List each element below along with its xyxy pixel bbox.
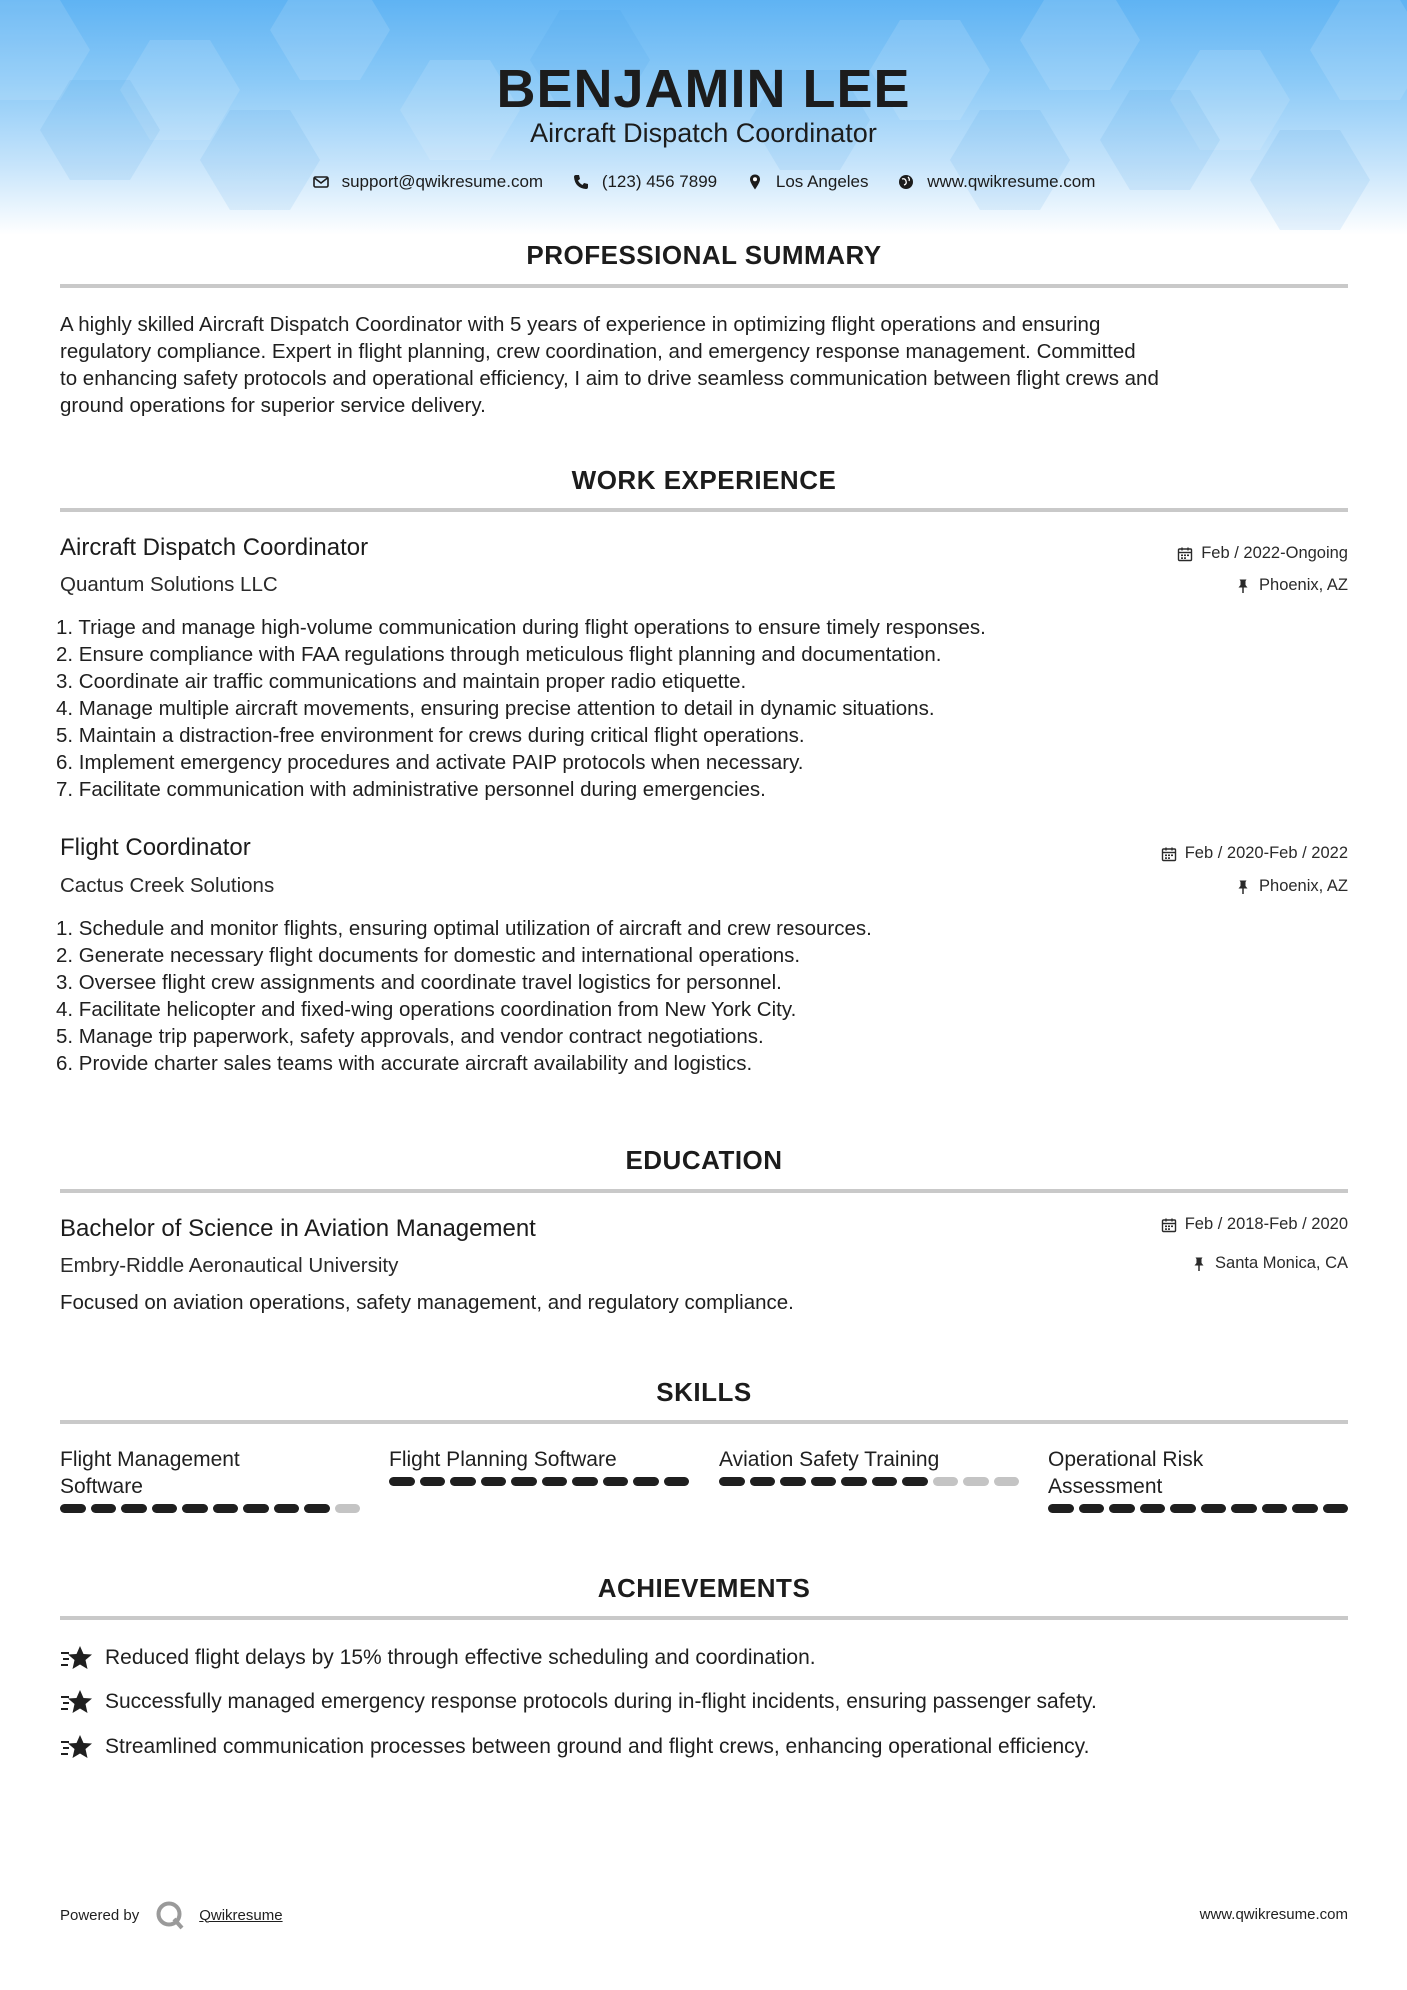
skill-level-bar (389, 1477, 689, 1486)
list-item: 3. Oversee flight crew assignments and coordinate travel logistics for personnel. (56, 971, 782, 994)
pushpin-icon (1191, 1256, 1207, 1272)
summary-text (60, 311, 1350, 419)
job-location (1235, 576, 1348, 595)
skill-segment-filled (213, 1504, 239, 1513)
envelope-icon (312, 173, 330, 191)
list-item: 1. Triage and manage high-volume communication during flight operations to ensure timely responses. (56, 616, 986, 639)
skill-segment-empty (933, 1477, 959, 1486)
skill-segment-filled (304, 1504, 330, 1513)
achievements-divider (60, 1616, 1348, 1620)
skill-level-bar (719, 1477, 1019, 1486)
list-item: 6. Implement emergency procedures and activate PAIP protocols when necessary. (56, 751, 804, 774)
skills-divider (60, 1420, 1348, 1424)
skill-name-line: Aviation Safety Training (719, 1448, 940, 1471)
globe-icon (897, 173, 915, 191)
skill-segment-filled (1140, 1504, 1166, 1513)
skill-segment-filled (1170, 1504, 1196, 1513)
skill-segment-filled (750, 1477, 776, 1486)
skill-name-line: Flight Management (60, 1448, 240, 1471)
footer-website-link[interactable]: www.qwikresume.com (1199, 1906, 1348, 1923)
degree-title: Bachelor of Science in Aviation Management (60, 1215, 536, 1242)
skill-segment-filled (1262, 1504, 1288, 1513)
skill-segment-filled (1079, 1504, 1105, 1513)
contact-website[interactable] (897, 172, 1095, 192)
calendar-icon (1161, 846, 1177, 862)
skill-segment-filled (481, 1477, 507, 1486)
experience-heading: WORK EXPERIENCE (571, 465, 837, 495)
skill-segment-filled (1231, 1504, 1257, 1513)
job-location-text: Phoenix, AZ (1259, 576, 1348, 594)
education-location-text: Santa Monica, CA (1215, 1254, 1348, 1272)
list-item: 6. Provide charter sales teams with accurate aircraft availability and logistics. (56, 1052, 753, 1075)
summary-line: to enhancing safety protocols and operational efficiency, I aim to drive seamless communication between flight crews and (60, 367, 1159, 390)
skill-segment-filled (811, 1477, 837, 1486)
skill-segment-filled (389, 1477, 415, 1486)
list-item: 2. Ensure compliance with FAA regulations through meticulous flight planning and documentation. (56, 643, 942, 666)
job-date-text: Feb / 2022-Ongoing (1201, 544, 1348, 562)
skill-name (1048, 1446, 1348, 1500)
education-divider (60, 1189, 1348, 1193)
skill-level-bar (1048, 1504, 1348, 1513)
skill-name-line: Software (60, 1475, 143, 1498)
skill-name-line: Assessment (1048, 1475, 1163, 1498)
skill-segment-filled (91, 1504, 117, 1513)
job-date (1161, 844, 1348, 863)
skill-segment-filled (182, 1504, 208, 1513)
email-text: support@qwikresume.com (341, 172, 544, 191)
skill-segment-filled (420, 1477, 446, 1486)
list-item: 5. Maintain a distraction-free environment for crews during critical flight operations. (56, 724, 805, 747)
skill-item (1048, 1446, 1348, 1513)
powered-by-label: Powered by (60, 1906, 140, 1924)
skill-segment-filled (511, 1477, 537, 1486)
skill-segment-filled (274, 1504, 300, 1513)
qwikresume-link[interactable]: Qwikresume (199, 1906, 283, 1924)
skill-name (60, 1446, 360, 1500)
skill-segment-filled (121, 1504, 147, 1513)
skill-segment-filled (603, 1477, 629, 1486)
skill-item (389, 1446, 689, 1486)
map-pin-icon (746, 173, 764, 191)
skill-segment-filled (1292, 1504, 1318, 1513)
school-name: Embry-Riddle Aeronautical University (60, 1254, 399, 1277)
star-icon (60, 1734, 94, 1760)
skill-name (719, 1446, 1019, 1473)
achievement-text: Successfully managed emergency response protocols during in-flight incidents, ensuring passenger safety. (105, 1690, 1097, 1713)
star-icon (60, 1689, 94, 1715)
contact-email[interactable] (312, 172, 544, 192)
skill-name-line: Operational Risk (1048, 1448, 1204, 1471)
experience-divider (60, 508, 1348, 512)
achievements-heading: ACHIEVEMENTS (597, 1573, 811, 1603)
pushpin-icon (1235, 578, 1251, 594)
education-date (1161, 1215, 1348, 1234)
achievement-item (60, 1689, 1097, 1715)
list-item: 4. Manage multiple aircraft movements, ensuring precise attention to detail in dynamic situations. (56, 697, 935, 720)
education-heading: EDUCATION (625, 1145, 783, 1175)
list-item: 2. Generate necessary flight documents for domestic and international operations. (56, 944, 801, 967)
skill-item (60, 1446, 360, 1513)
skill-segment-filled (780, 1477, 806, 1486)
summary-line: ground operations for superior service delivery. (60, 394, 486, 417)
education-date-text: Feb / 2018-Feb / 2020 (1184, 1215, 1348, 1233)
calendar-icon (1161, 1217, 1177, 1233)
skill-segment-filled (872, 1477, 898, 1486)
skill-segment-empty (994, 1477, 1020, 1486)
list-item: 5. Manage trip paperwork, safety approvals, and vendor contract negotiations. (56, 1025, 764, 1048)
summary-heading: PROFESSIONAL SUMMARY (526, 240, 882, 270)
skill-segment-filled (841, 1477, 867, 1486)
footer-powered-by (60, 1900, 283, 1930)
achievement-item (60, 1734, 1089, 1760)
phone-text: (123) 456 7899 (601, 172, 718, 191)
education-location (1191, 1254, 1348, 1273)
skill-segment-filled (1323, 1504, 1349, 1513)
skill-segment-filled (1201, 1504, 1227, 1513)
candidate-role: Aircraft Dispatch Coordinator (530, 118, 877, 148)
skill-segment-empty (335, 1504, 361, 1513)
contact-phone[interactable] (572, 172, 717, 192)
job-date (1177, 544, 1348, 563)
phone-icon (572, 173, 590, 191)
star-icon (60, 1645, 94, 1671)
website-text: www.qwikresume.com (927, 172, 1096, 191)
skill-segment-filled (1048, 1504, 1074, 1513)
achievement-item (60, 1645, 816, 1671)
summary-line: regulatory compliance. Expert in flight planning, crew coordination, and emergency response management. Committed (60, 340, 1136, 363)
summary-divider (60, 284, 1348, 288)
skill-segment-filled (243, 1504, 269, 1513)
skill-segment-filled (902, 1477, 928, 1486)
list-item: 1. Schedule and monitor flights, ensuring optimal utilization of aircraft and crew resources. (56, 917, 872, 940)
job-title: Aircraft Dispatch Coordinator (60, 534, 369, 561)
job-duties-list (56, 915, 1346, 1077)
contact-bar (0, 172, 1407, 196)
list-item: 7. Facilitate communication with administrative personnel during emergencies. (56, 778, 766, 801)
skills-heading: SKILLS (656, 1377, 752, 1407)
achievement-text: Reduced flight delays by 15% through effective scheduling and coordination. (105, 1646, 816, 1669)
skill-segment-filled (664, 1477, 690, 1486)
pushpin-icon (1235, 879, 1251, 895)
skill-segment-filled (152, 1504, 178, 1513)
skill-item (719, 1446, 1019, 1486)
skill-segment-filled (572, 1477, 598, 1486)
skill-name (389, 1446, 689, 1473)
calendar-icon (1177, 546, 1193, 562)
achievement-text: Streamlined communication processes between ground and flight crews, enhancing operational efficiency. (105, 1735, 1090, 1758)
skill-segment-filled (542, 1477, 568, 1486)
job-company: Quantum Solutions LLC (60, 573, 278, 596)
list-item: 4. Facilitate helicopter and fixed-wing operations coordination from New York City. (56, 998, 797, 1021)
skill-segment-filled (1109, 1504, 1135, 1513)
job-duties-list (56, 614, 1346, 803)
list-item: 3. Coordinate air traffic communications and maintain proper radio etiquette. (56, 670, 747, 693)
location-text: Los Angeles (775, 172, 869, 191)
skill-segment-filled (450, 1477, 476, 1486)
skill-segment-filled (60, 1504, 86, 1513)
summary-line: A highly skilled Aircraft Dispatch Coordinator with 5 years of experience in optimizing flight operations and ensuring (60, 313, 1101, 336)
job-title: Flight Coordinator (60, 834, 251, 861)
job-company: Cactus Creek Solutions (60, 874, 275, 897)
qwikresume-logo-icon (155, 1900, 185, 1930)
candidate-name: BENJAMIN LEE (496, 59, 911, 119)
skill-segment-empty (963, 1477, 989, 1486)
job-location-text: Phoenix, AZ (1259, 877, 1348, 895)
skill-name-line: Flight Planning Software (389, 1448, 617, 1471)
skill-level-bar (60, 1504, 360, 1513)
job-location (1235, 877, 1348, 896)
education-description: Focused on aviation operations, safety management, and regulatory compliance. (60, 1291, 794, 1314)
contact-location (746, 172, 869, 192)
skill-segment-filled (633, 1477, 659, 1486)
skill-segment-filled (719, 1477, 745, 1486)
job-date-text: Feb / 2020-Feb / 2022 (1184, 844, 1348, 862)
